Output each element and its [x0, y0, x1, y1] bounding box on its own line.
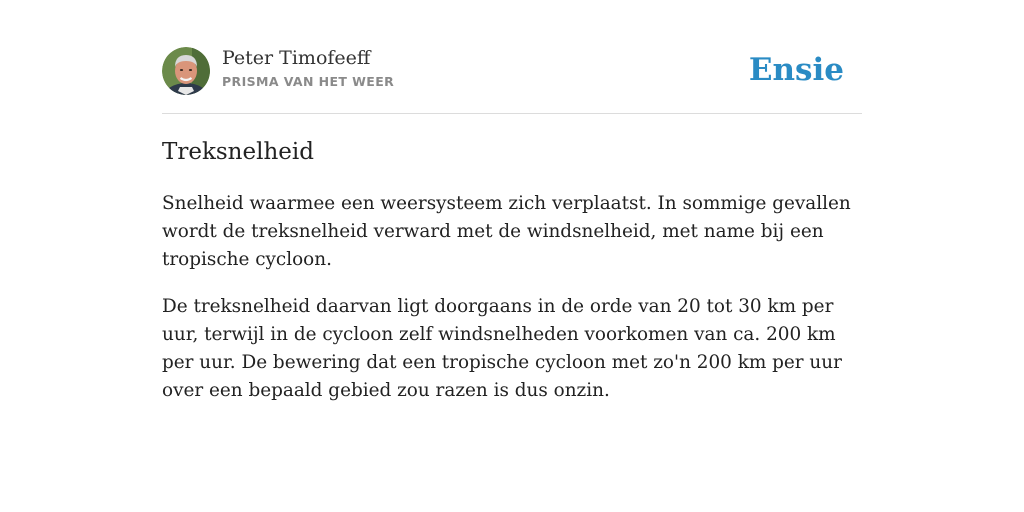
author-source: PRISMA VAN HET WEER [222, 74, 395, 89]
definition-paragraph: Snelheid waarmee een weersysteem zich verplaatst. In sommige gevallen wordt de treksnelheid verward met de windsnelheid, met name bij een tropische cycloon. [162, 193, 851, 270]
term-title: Treksnelheid [162, 139, 314, 165]
card-header [162, 0, 862, 114]
definition-paragraph: De treksnelheid daarvan ligt doorgaans in de orde van 20 tot 30 km per uur, terwijl in de cycloon zelf windsnelheden voorkomen van ca. 200 km per uur. De bewering dat een tropische cycloon met zo'n 200 km per uur over een bepaald gebied zou razen is dus onzin. [162, 296, 842, 401]
author-name: Peter Timofeeff [222, 47, 371, 69]
definition-body [162, 190, 862, 424]
brand-logo-link[interactable]: Ensie [748, 52, 844, 88]
author-avatar [162, 47, 210, 95]
author-avatar-image [162, 47, 210, 95]
definition-card [162, 0, 862, 401]
